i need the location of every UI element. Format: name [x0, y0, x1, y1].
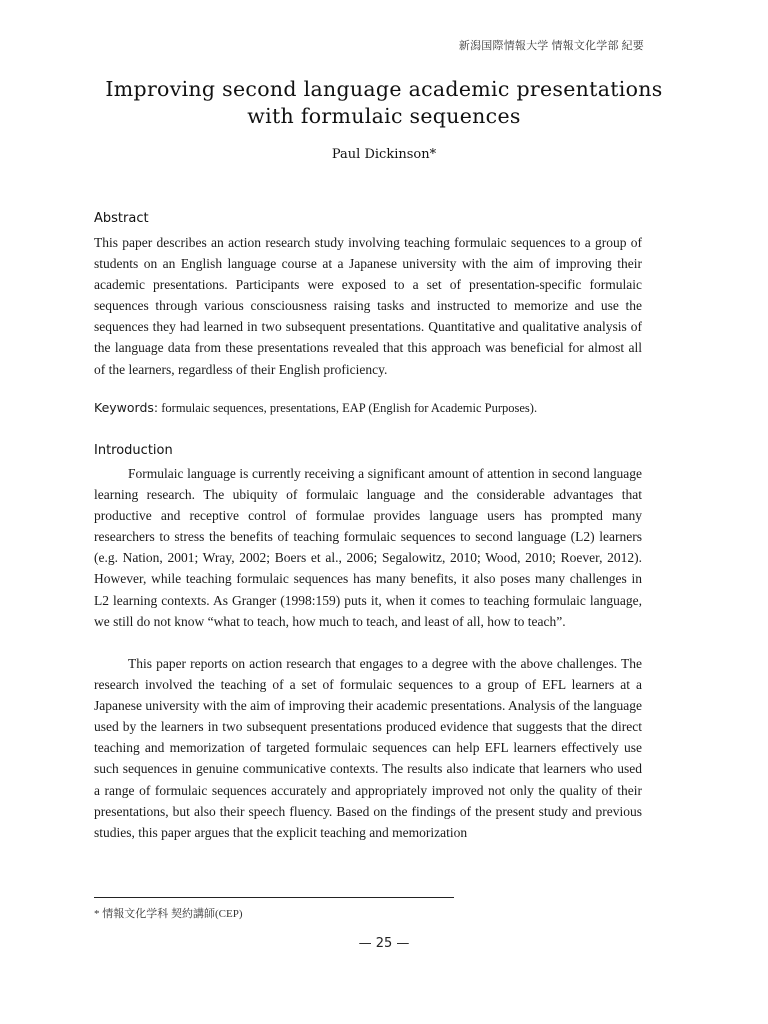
keywords-text: formulaic sequences, presentations, EAP (English for Academic Purposes).: [161, 401, 538, 415]
footnote: * 情報文化学科 契約講師(CEP): [94, 908, 243, 920]
keywords: [94, 400, 654, 416]
author: Paul Dickinson*: [331, 147, 437, 162]
running-header: 新潟国際情報大学 情報文化学部 紀要: [458, 40, 644, 52]
page-number: — 25 —: [358, 936, 410, 951]
introduction-heading: Introduction: [94, 443, 173, 458]
abstract-body: This paper describes an action research study involving teaching formulaic sequences to a group of students on an English language course at a Japanese university with the aim of improving their academic presentations. Participants were exposed to a set of presentation-specific formulaic sequences through various consciousness raising tasks and instructed to memorize and use the sequences they had learned in two subsequent presentations. Quantitative and qualitative analysis of the language data from these presentations revealed that this approach was beneficial for almost all of the learners, regardless of their English proficiency.: [94, 235, 642, 377]
paper-title: Improving second language academic presentations with formulaic sequences: [105, 77, 663, 128]
keywords-label: Keywords:: [94, 400, 159, 415]
introduction-paragraph-1: Formulaic language is currently receiving a significant amount of attention in second language learning research. The ubiquity of formulaic language and the considerable advantages that productive and receptive control of formulae provides language users has prompted many researchers to stress the benefits of teaching formulaic sequences to second language (L2) learners (e.g. Nation, 2001; Wray, 2002; Boers et al., 2006; Segalowitz, 2010; Wood, 2010; Roever, 2012). However, while teaching formulaic sequences has many benefits, it also poses many challenges in L2 learning contexts. As Granger (1998:159) puts it, when it comes to teaching formulaic language, we still do not know “what to teach, how much to teach, and least of all, how to teach”.: [94, 466, 642, 629]
footnote-rule: [94, 897, 454, 898]
introduction-paragraph-2: This paper reports on action research that engages to a degree with the above challenges. The research involved the teaching of a set of formulaic sequences to a group of EFL learners at a Japanese university with the aim of improving their academic presentations. Analysis of the language used by the learners in two subsequent presentations produced evidence that suggests that the direct teaching and memorization of targeted formulaic sequences can help EFL learners effectively use such sequences in genuine communicative contexts. The results also indicate that learners who used a range of formulaic sequences accurately and appropriately improved not only the quality of their presentations, but also their speech fluency. Based on the findings of the present study and previous studies, this paper argues that the explicit teaching and memorization: [94, 656, 642, 840]
abstract-heading: Abstract: [94, 211, 149, 226]
